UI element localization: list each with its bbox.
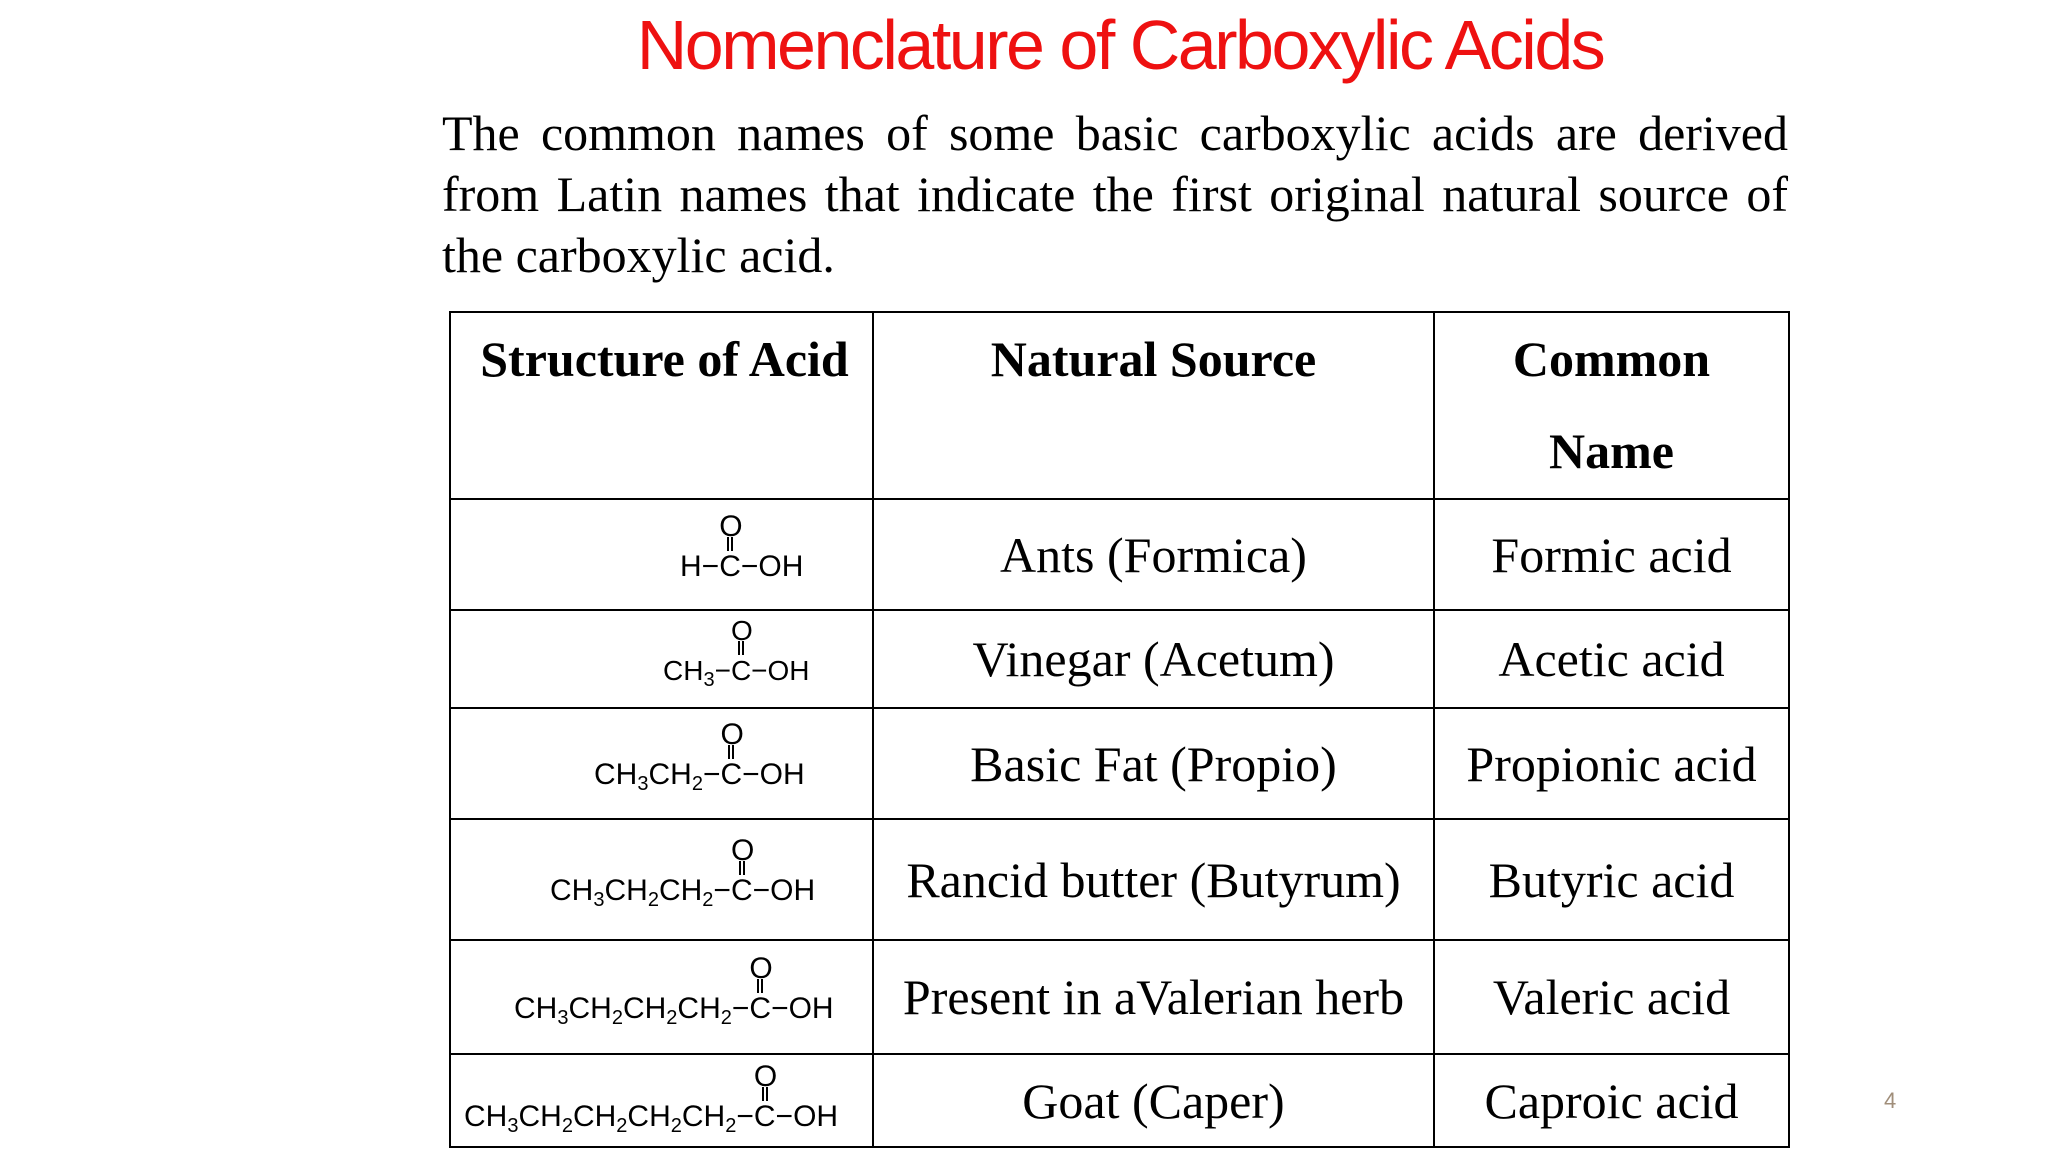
formula-subscript: 2 — [720, 1007, 732, 1029]
structural-formula-valeric — [514, 952, 834, 1029]
hydroxyl-group: −OH — [751, 655, 810, 686]
structure-cell — [450, 610, 873, 708]
table-header-row — [450, 312, 1789, 499]
carbonyl-group — [730, 615, 753, 686]
formula-group: CH — [658, 874, 703, 907]
carbonyl-carbon: C — [730, 655, 752, 686]
formula-group: CH — [677, 992, 721, 1025]
formula-group: CH — [568, 992, 612, 1025]
common-name-cell: Acetic acid — [1434, 610, 1789, 708]
double-bond — [738, 641, 744, 655]
carbonyl-carbon: C — [720, 758, 743, 791]
table-row — [450, 708, 1789, 819]
natural-source-cell: Goat (Caper) — [873, 1054, 1434, 1147]
common-name-cell: Butyric acid — [1434, 819, 1789, 940]
structure-cell — [450, 708, 873, 819]
formula-group: CH — [464, 1100, 508, 1133]
formula-bond: − — [702, 758, 721, 791]
structural-formula-formic — [680, 510, 804, 583]
double-bond — [762, 1087, 768, 1101]
formula-group: CH — [627, 1100, 671, 1133]
carbonyl-group — [753, 1060, 778, 1133]
formula-group: CH — [663, 655, 704, 686]
formula-bond: − — [713, 874, 731, 907]
formula-subscript: 2 — [691, 773, 703, 795]
carbonyl-oxygen: O — [730, 834, 755, 867]
structure-cell — [450, 819, 873, 940]
formula-subscript: 3 — [703, 669, 715, 691]
formula-subscript: 2 — [702, 889, 714, 911]
hydroxyl-group: −OH — [740, 550, 804, 583]
hydroxyl-group: −OH — [752, 874, 816, 907]
formula-group: CH — [648, 758, 692, 791]
formula-group: CH — [550, 874, 594, 907]
formula-subscript: 2 — [647, 889, 659, 911]
formula-bond: − — [714, 655, 731, 686]
header-common-name-line1: Common — [1512, 331, 1711, 387]
header-common-name-line2: Name — [1549, 423, 1674, 479]
carbonyl-group — [730, 834, 755, 907]
double-bond — [739, 861, 745, 875]
formula-group: CH — [514, 992, 558, 1025]
formula-subscript: 2 — [611, 1007, 623, 1029]
natural-source-cell: Basic Fat (Propio) — [873, 708, 1434, 819]
carbonyl-oxygen: O — [719, 510, 743, 543]
formula-group: CH — [681, 1100, 726, 1133]
formula-subscript: 2 — [670, 1115, 682, 1137]
formula-group: CH — [518, 1100, 562, 1133]
formula-subscript: 3 — [637, 773, 649, 795]
slide-title: Nomenclature of Carboxylic Acids — [636, 6, 1604, 84]
hydroxyl-group: −OH — [742, 758, 805, 791]
page-number: 4 — [1884, 1088, 1897, 1113]
formula-group: CH — [622, 992, 667, 1025]
carbonyl-oxygen: O — [730, 615, 753, 646]
double-bond — [728, 745, 734, 759]
structural-formula-propionic — [594, 718, 805, 795]
carbonyl-carbon: C — [730, 874, 753, 907]
carbonyl-oxygen: O — [749, 952, 773, 985]
table-row — [450, 819, 1789, 940]
formula-prefix: H− — [680, 550, 720, 583]
natural-source-cell: Vinegar (Acetum) — [873, 610, 1434, 708]
formula-group: CH — [572, 1100, 617, 1133]
table-row — [450, 1054, 1789, 1147]
header-structure: Structure of Acid — [450, 312, 873, 499]
double-bond — [727, 537, 733, 551]
carbonyl-carbon: C — [753, 1100, 776, 1133]
formula-group: CH — [604, 874, 648, 907]
formula-subscript: 3 — [507, 1115, 519, 1137]
formula-bond: − — [736, 1100, 754, 1133]
table-row — [450, 499, 1789, 610]
hydroxyl-group: −OH — [771, 992, 834, 1025]
formula-bond: − — [731, 992, 750, 1025]
natural-source-cell: Rancid butter (Butyrum) — [873, 819, 1434, 940]
header-natural-source: Natural Source — [873, 312, 1434, 499]
carbonyl-carbon: C — [719, 550, 741, 583]
header-common-name — [1434, 312, 1789, 499]
structure-cell — [450, 940, 873, 1054]
formula-group: CH — [594, 758, 638, 791]
table-row — [450, 610, 1789, 708]
formula-subscript: 2 — [561, 1115, 573, 1137]
common-name-cell: Propionic acid — [1434, 708, 1789, 819]
structure-cell — [450, 1054, 873, 1147]
intro-paragraph: The common names of some basic carboxylic acids are derived from Latin names that indicate the first original natural source of the carboxylic acid. — [442, 105, 1788, 283]
formula-subscript: 2 — [725, 1115, 737, 1137]
formula-subscript: 3 — [557, 1007, 569, 1029]
formula-subscript: 2 — [666, 1007, 678, 1029]
hydroxyl-group: −OH — [775, 1100, 839, 1133]
natural-source-cell: Ants (Formica) — [873, 499, 1434, 610]
structural-formula-butyric — [550, 834, 816, 911]
natural-source-cell: Present in aValerian herb — [873, 940, 1434, 1054]
carbonyl-oxygen: O — [753, 1060, 778, 1093]
carboxylic-acid-table — [449, 311, 1790, 1148]
carbonyl-carbon: C — [749, 992, 772, 1025]
common-name-cell: Valeric acid — [1434, 940, 1789, 1054]
structural-formula-caproic — [464, 1060, 839, 1137]
table-row — [450, 940, 1789, 1054]
carbonyl-oxygen: O — [720, 718, 744, 751]
carbonyl-group — [719, 510, 743, 583]
carbonyl-group — [749, 952, 773, 1025]
structure-cell — [450, 499, 873, 610]
common-name-cell: Caproic acid — [1434, 1054, 1789, 1147]
structural-formula-acetic — [663, 615, 810, 691]
common-name-cell: Formic acid — [1434, 499, 1789, 610]
formula-subscript: 2 — [616, 1115, 628, 1137]
carbonyl-group — [720, 718, 744, 791]
formula-subscript: 3 — [593, 889, 605, 911]
double-bond — [757, 979, 763, 993]
